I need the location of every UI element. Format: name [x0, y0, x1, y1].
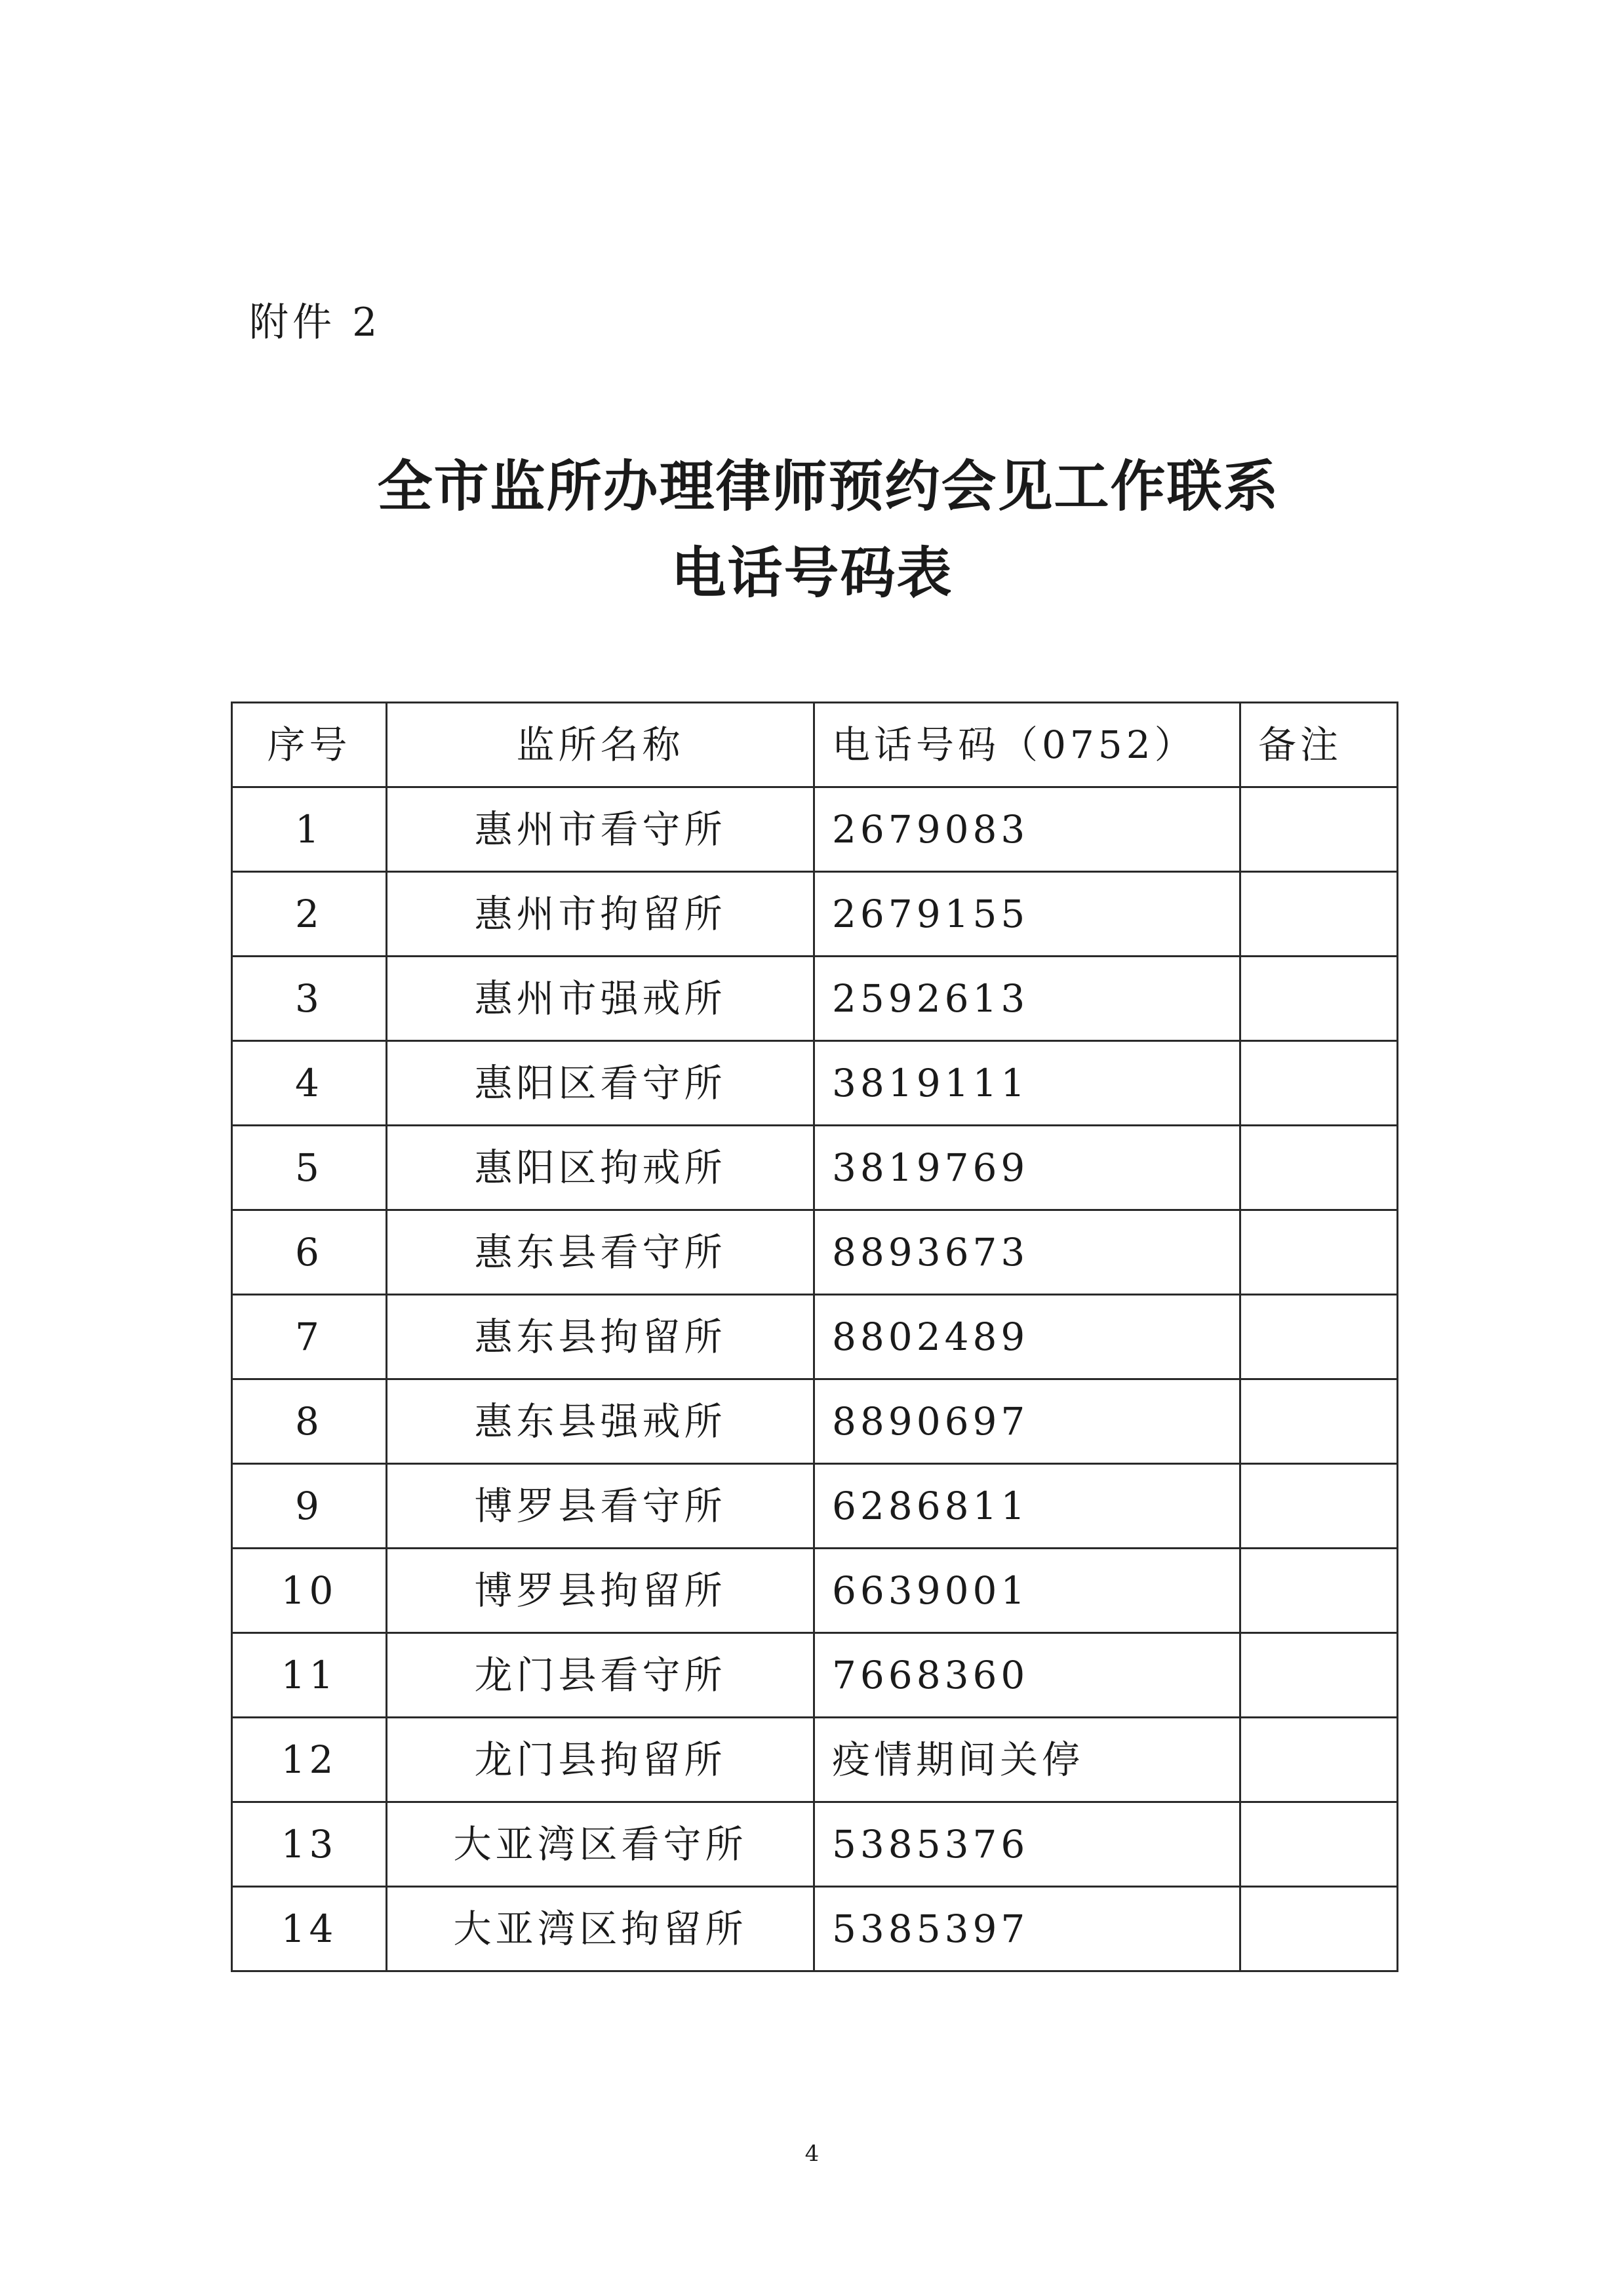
- cell-seq: 9: [232, 1464, 387, 1549]
- table-row: [232, 1295, 1398, 1379]
- cell-facility-name: 博罗县拘留所: [387, 1549, 814, 1633]
- cell-seq: 2: [232, 872, 387, 957]
- cell-seq: 14: [232, 1887, 387, 1971]
- cell-seq: 10: [232, 1549, 387, 1633]
- table-row: [232, 1549, 1398, 1633]
- cell-seq: 6: [232, 1210, 387, 1295]
- cell-remark: [1240, 872, 1398, 957]
- cell-facility-name: 惠州市拘留所: [387, 872, 814, 957]
- cell-phone: 2679155: [814, 872, 1240, 957]
- cell-phone: 5385376: [814, 1802, 1240, 1887]
- cell-phone: 疫情期间关停: [814, 1718, 1240, 1802]
- table-row: [232, 787, 1398, 872]
- cell-phone: 6639001: [814, 1549, 1240, 1633]
- table-body: [232, 787, 1398, 1971]
- cell-facility-name: 惠东县强戒所: [387, 1379, 814, 1464]
- cell-phone: 7668360: [814, 1633, 1240, 1718]
- header-remark: 备注: [1240, 703, 1398, 787]
- table-row: [232, 1887, 1398, 1971]
- cell-remark: [1240, 1802, 1398, 1887]
- table-row: [232, 957, 1398, 1041]
- cell-remark: [1240, 957, 1398, 1041]
- contact-table: [231, 702, 1398, 1972]
- table-row: [232, 1126, 1398, 1210]
- table-row: [232, 1379, 1398, 1464]
- cell-phone: 8890697: [814, 1379, 1240, 1464]
- table-row: [232, 1802, 1398, 1887]
- cell-phone: 5385397: [814, 1887, 1240, 1971]
- cell-phone: 8893673: [814, 1210, 1240, 1295]
- cell-phone: 8802489: [814, 1295, 1240, 1379]
- header-name: 监所名称: [387, 703, 814, 787]
- table-header-row: [232, 703, 1398, 787]
- cell-phone: 3819111: [814, 1041, 1240, 1126]
- table-row: [232, 1041, 1398, 1126]
- cell-remark: [1240, 1718, 1398, 1802]
- cell-seq: 11: [232, 1633, 387, 1718]
- cell-phone: 6286811: [814, 1464, 1240, 1549]
- attachment-label: 附件 2: [249, 300, 382, 346]
- cell-facility-name: 龙门县看守所: [387, 1633, 814, 1718]
- page-number: 4: [804, 2141, 820, 2167]
- cell-seq: 12: [232, 1718, 387, 1802]
- cell-remark: [1240, 1633, 1398, 1718]
- cell-facility-name: 惠东县看守所: [387, 1210, 814, 1295]
- cell-phone: 2679083: [814, 787, 1240, 872]
- table-row: [232, 1718, 1398, 1802]
- cell-facility-name: 大亚湾区拘留所: [387, 1887, 814, 1971]
- cell-facility-name: 龙门县拘留所: [387, 1718, 814, 1802]
- cell-remark: [1240, 1464, 1398, 1549]
- cell-remark: [1240, 1295, 1398, 1379]
- cell-seq: 4: [232, 1041, 387, 1126]
- cell-remark: [1240, 787, 1398, 872]
- cell-phone: 2592613: [814, 957, 1240, 1041]
- cell-facility-name: 惠州市强戒所: [387, 957, 814, 1041]
- cell-remark: [1240, 1126, 1398, 1210]
- cell-seq: 13: [232, 1802, 387, 1887]
- cell-facility-name: 惠州市看守所: [387, 787, 814, 872]
- cell-seq: 5: [232, 1126, 387, 1210]
- cell-seq: 3: [232, 957, 387, 1041]
- cell-seq: 8: [232, 1379, 387, 1464]
- table-row: [232, 1210, 1398, 1295]
- table-row: [232, 1464, 1398, 1549]
- table-row: [232, 872, 1398, 957]
- cell-remark: [1240, 1379, 1398, 1464]
- cell-remark: [1240, 1041, 1398, 1126]
- cell-facility-name: 惠阳区拘戒所: [387, 1126, 814, 1210]
- cell-facility-name: 惠东县拘留所: [387, 1295, 814, 1379]
- cell-remark: [1240, 1549, 1398, 1633]
- document-title-line-2: 电话号码表: [671, 541, 953, 605]
- cell-remark: [1240, 1887, 1398, 1971]
- document-title-line-1: 全市监所办理律师预约会见工作联系: [377, 454, 1280, 519]
- table-row: [232, 1633, 1398, 1718]
- cell-phone: 3819769: [814, 1126, 1240, 1210]
- header-seq: 序号: [232, 703, 387, 787]
- cell-seq: 1: [232, 787, 387, 872]
- header-phone: 电话号码（0752）: [814, 703, 1240, 787]
- cell-seq: 7: [232, 1295, 387, 1379]
- cell-facility-name: 惠阳区看守所: [387, 1041, 814, 1126]
- cell-facility-name: 博罗县看守所: [387, 1464, 814, 1549]
- cell-facility-name: 大亚湾区看守所: [387, 1802, 814, 1887]
- cell-remark: [1240, 1210, 1398, 1295]
